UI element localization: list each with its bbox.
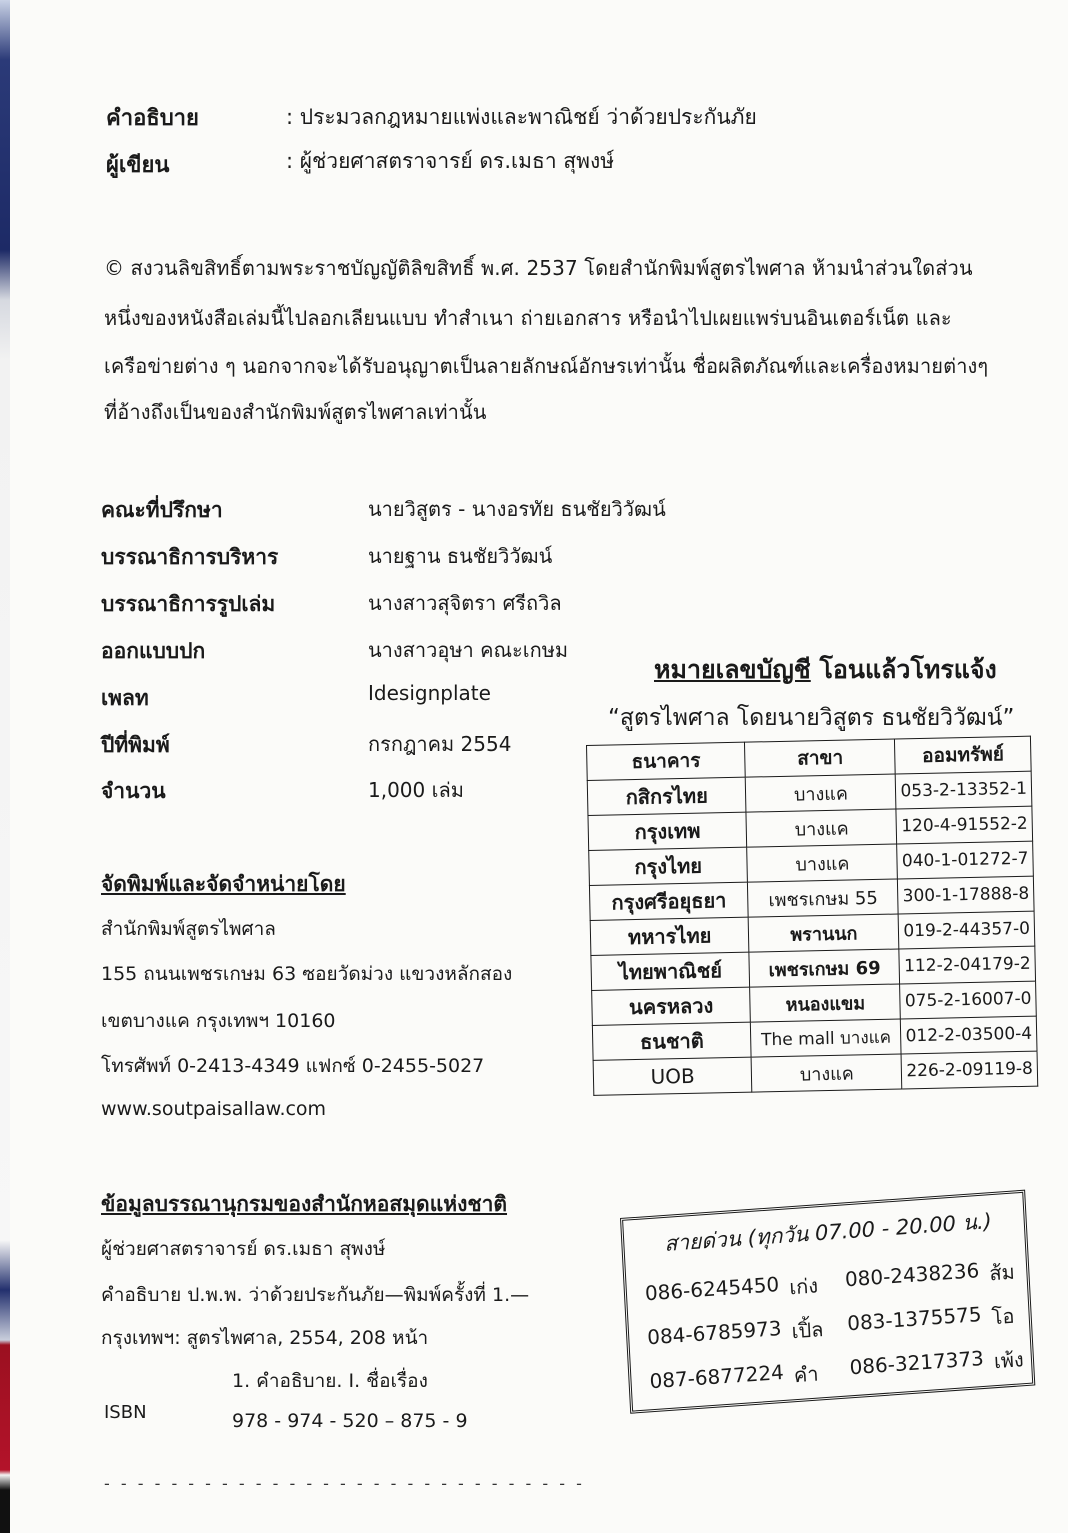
branch-name: บางแค [747,844,898,882]
bank-name: กรุงไทย [589,847,748,885]
staff-value: นางสาวสุจิตรา ศรีถวิล [368,591,562,615]
book-spine-edge [0,0,10,1533]
staff-label: ออกแบบปก [101,639,206,663]
staff-value: กรกฎาคม 2554 [368,732,512,756]
column-header-bank: ธนาคาร [587,742,746,780]
library-heading: ข้อมูลบรรณานุกรมของสำนักหอสมุดแห่งชาติ [101,1192,508,1216]
accounts-heading-underlined: หมายเลขบัญชี [654,655,811,684]
hotline-number: 084-6785973 [646,1316,783,1350]
staff-label: บรรณาธิการบริหาร [101,545,279,569]
isbn-label: ISBN [104,1402,147,1423]
staff-label: คณะที่ปรึกษา [101,498,223,522]
isbn-value: 978 - 974 - 520 – 875 - 9 [232,1410,468,1432]
bank-name: UOB [593,1057,752,1095]
account-number: 012-2-03500-4 [901,1016,1037,1054]
column-header-branch: สาขา [745,739,896,777]
account-number: 053-2-13352-1 [896,771,1032,809]
hotline-number: 086-3217373 [848,1345,985,1380]
branch-name: หนองแขม [750,984,901,1022]
staff-value: Idesignplate [368,681,491,705]
publisher-phone-fax: โทรศัพท์ 0-2413-4349 แฟกซ์ 0-2455-5027 [101,1055,485,1077]
library-author: ผู้ช่วยศาสตราจารย์ ดร.เมธา สุพงษ์ [101,1238,386,1260]
account-number: 040-1-01272-7 [897,841,1033,879]
branch-name: พรานนก [748,914,899,952]
bank-name: กรุงศรีอยุธยา [589,882,748,920]
copyright-line: © สงวนลิขสิทธิ์ตามพระราชบัญญัติลิขสิทธิ์ พ.ศ. 2537 โดยสำนักพิมพ์สูตรไพศาล ห้ามนำส่วนใดส่วน [104,256,973,280]
publisher-address-1: 155 ถนนเพชรเกษม 63 ซอยวัดม่วง แขวงหลักสอง [101,963,513,985]
hotline-contact-name: คำ [793,1361,820,1388]
hotline-number: 083-1375575 [846,1302,983,1336]
bank-accounts-table [586,736,1038,1096]
bank-name: กสิกรไทย [587,777,746,815]
publisher-name: สำนักพิมพ์สูตรไพศาล [101,918,276,940]
bank-name: ทหารไทย [590,917,749,955]
hotline-contact-name: ส้ม [988,1259,1016,1286]
staff-value: นายวิสูตร - นางอรทัย ธนชัยวิวัฒน์ [368,497,666,521]
accounts-subtitle: “สูตรไพศาล โดยนายวิสูตร ธนชัยวิวัฒน์” [608,705,1015,731]
copyright-line: ที่อ้างถึงเป็นของสำนักพิมพ์สูตรไพศาลเท่านั้น [104,400,487,424]
bank-name: ธนชาติ [592,1022,751,1060]
hotline-number: 087-6877224 [648,1359,785,1394]
branch-name: The mall บางแค [751,1019,902,1057]
staff-label: ปีที่พิมพ์ [101,733,170,757]
hotline-number: 086-6245450 [644,1272,780,1306]
column-header-savings: ออมทรัพย์ [895,736,1031,774]
account-number: 226-2-09119-8 [901,1051,1037,1089]
description-label: คำอธิบาย [106,106,199,131]
account-number: 019-2-44357-0 [899,911,1035,949]
hotline-contact-name: เพ้ง [993,1347,1025,1374]
bank-name: กรุงเทพ [588,812,747,850]
staff-value: นายฐาน ธนชัยวิวัฒน์ [368,544,553,568]
copyright-line: หนึ่งของหนังสือเล่มนี้ไปลอกเลียนแบบ ทำสำเนา ถ่ายเอกสาร หรือนำไปเผยแพร่บนอินเตอร์เน็ต และ [104,306,952,330]
library-line-1: คำอธิบาย ป.พ.พ. ว่าด้วยประกันภัย—พิมพ์ครั้งที่ 1.— [101,1284,530,1306]
staff-label: บรรณาธิการรูปเล่ม [101,592,276,616]
branch-name: เพชรเกษม 69 [749,949,900,987]
author-label: ผู้เขียน [106,153,170,178]
copyright-line: เครือข่ายต่าง ๆ นอกจากจะได้รับอนุญาตเป็นลายลักษณ์อักษรเท่านั้น ชื่อผลิตภัณฑ์และเครื่องหมายต่างๆ [104,354,989,378]
staff-label: เพลท [101,686,149,710]
accounts-heading [654,650,997,690]
hotline-contact-name: เปิ้ล [791,1317,824,1344]
publisher-website[interactable]: www.soutpaisallaw.com [101,1098,327,1120]
branch-name: เพชรเกษม 55 [748,879,899,917]
dashed-divider: - - - - - - - - - - - - - - - - - - - - - - - - - - - - - [104,1474,585,1493]
bank-name: ไทยพาณิชย์ [591,952,750,990]
publisher-heading: จัดพิมพ์และจัดจำหน่ายโดย [101,872,346,896]
library-line-2: กรุงเทพฯ: สูตรไพศาล, 2554, 208 หน้า [101,1327,429,1349]
description-value: : ประมวลกฎหมายแพ่งและพาณิชย์ ว่าด้วยประกันภัย [286,105,757,129]
hotline-title: สายด่วน (ทุกวัน 07.00 - 20.00 น.) [663,1209,993,1256]
account-number: 120-4-91552-2 [896,806,1032,844]
branch-name: บางแค [746,774,897,812]
publisher-address-2: เขตบางแค กรุงเทพฯ 10160 [101,1010,336,1032]
staff-value: นางสาวอุษา คณะเกษม [368,638,569,662]
hotline-box [620,1190,1035,1414]
hotline-number: 080-2438236 [844,1258,980,1292]
staff-value: 1,000 เล่ม [368,778,464,802]
hotline-contact-name: โอ [991,1303,1015,1330]
library-subject: 1. คำอธิบาย. I. ชื่อเรื่อง [232,1370,428,1392]
account-number: 112-2-04179-2 [899,946,1035,984]
staff-label: จำนวน [101,779,166,803]
branch-name: บางแค [746,809,897,847]
author-value: : ผู้ช่วยศาสตราจารย์ ดร.เมธา สุพงษ์ [286,149,615,173]
accounts-heading-rest: โอนแล้วโทรแจ้ง [810,655,997,684]
account-number: 300-1-17888-8 [898,876,1034,914]
bank-name: นครหลวง [592,987,751,1025]
hotline-contact-name: เก่ง [788,1273,819,1300]
account-number: 075-2-16007-0 [900,981,1036,1019]
branch-name: บางแค [751,1054,902,1092]
